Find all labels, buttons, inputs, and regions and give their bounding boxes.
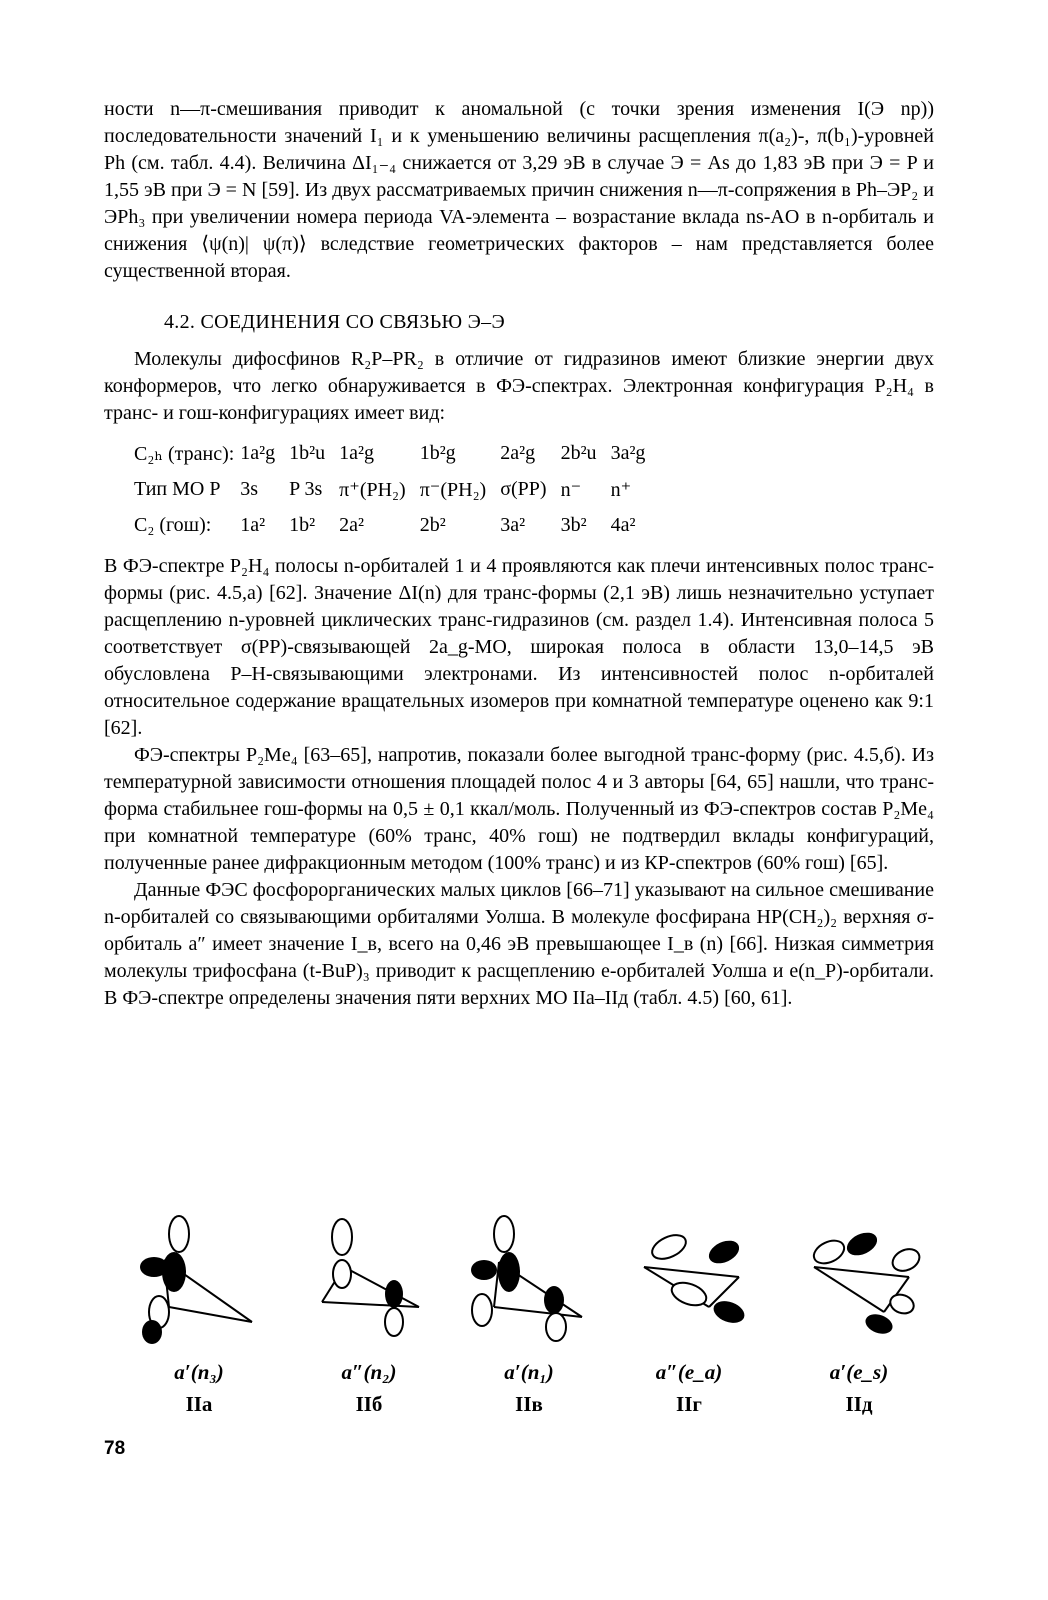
config-cell: 1a²g xyxy=(339,441,375,464)
orbital-drawing xyxy=(294,1212,444,1357)
config-cell: P 3s xyxy=(289,477,323,500)
orbital-drawing xyxy=(614,1212,764,1357)
config-cell: 3a²g xyxy=(610,441,646,464)
config-cell: 3a² xyxy=(500,513,526,536)
config-cell: n⁻ xyxy=(560,478,582,501)
config-cell: π⁻(PH₂) xyxy=(419,478,487,501)
config-cell: 4a² xyxy=(610,513,636,536)
orbital-drawing xyxy=(784,1212,934,1357)
config-cell: 3b² xyxy=(560,513,587,536)
orbital-sublabel: IIа xyxy=(185,1392,213,1416)
text-block-2 xyxy=(104,346,934,427)
config-cell: 1a² xyxy=(240,513,266,536)
config-cell: 2b²u xyxy=(560,441,597,464)
config-cell: C₂ (гош): xyxy=(134,513,212,536)
orbital-diagram-3 xyxy=(454,1212,604,1432)
config-row-gauche xyxy=(104,507,659,543)
config-cell: 2a² xyxy=(339,513,365,536)
config-cell: 1b²g xyxy=(419,441,456,464)
config-cell: π⁺(PH₂) xyxy=(339,478,406,501)
config-cell: 1a²g xyxy=(240,441,276,464)
orbital-diagram-4 xyxy=(614,1212,764,1432)
orbital-sublabel: IIб xyxy=(355,1392,383,1416)
paragraph-4: ФЭ-спектры P₂Me₄ [63–65], напротив, показали более выгодной транс-форму (рис. 4.5,б). Из температурной зависимости отношения площадей полос 4 и 3 авторы [64, 65] нашли, что транс-форма стабильнее гош-формы на 0,5 ± 0,1 ккал/моль. Полученный из ФЭ-спектров состав P₂Me₄ при комнатной температуре (60% транс, 40% гош) не подтвердил вклады конфигураций, полученные ранее дифракционным методом (100% транс) и из КР-спектров (60% гош) [65]. xyxy=(104,744,934,874)
page-number: 78 xyxy=(104,1438,126,1459)
configuration-table xyxy=(104,435,934,543)
config-cell: n⁺ xyxy=(610,478,632,501)
orbital-sublabel: IIд xyxy=(845,1392,873,1416)
orbital-label: a′(n₃) xyxy=(174,1360,224,1384)
config-cell: 2a²g xyxy=(500,441,536,464)
paragraph-3: В ФЭ-спектре P₂H₄ полосы n-орбиталей 1 и 4 проявляются как плечи интенсивных полос транс-формы (рис. 4.5,а) [62]. Значение ΔI(n) для транс-формы (2,1 эВ) лишь незначительно уступает расщеплению n-уровней циклических транс-гидразинов (см. раздел 1.4). Интенсивная полоса 5 соответствует σ(PP)-связывающей 2a_g-MO, широкая полоса в области 13,0–14,5 эВ обусловлена P–H-связывающими электронами. Из интенсивностей полос n-орбиталей относительное содержание вращательных изомеров при комнатной температуре оценено как 9:1 [62]. xyxy=(104,555,934,739)
orbital-figure xyxy=(104,1212,934,1432)
orbital-label: a′(e_s) xyxy=(829,1360,889,1384)
paragraph-1: ности n—π-смешивания приводит к аномальной (с точки зрения изменения I(Э np)) последовательности значений I₁ и к уменьшению величины расщепления π(a₂)-, π(b₁)-уровней Ph (см. табл. 4.4). Величина ΔI₁₋₄ снижается от 3,29 эВ в случае Э = As до 1,83 эВ при Э = P и 1,55 эВ при Э = N [59]. Из двух рассматриваемых причин снижения n—π-сопряжения в Ph–ЭР₂ и ЭPh₃ при увеличении номера периода VA-элемента – возрастание вклада ns-AO в n-орбиталь и снижения ⟨ψ(n)| ψ(π)⟩ вследствие геометрических факторов – нам представляется более существенной вторая. xyxy=(104,98,934,282)
config-cell: 1b² xyxy=(289,513,316,536)
orbital-label: a′(n₁) xyxy=(504,1360,554,1384)
config-cell: 3s xyxy=(240,477,259,500)
config-cell: σ(PP) xyxy=(500,477,547,500)
text-block-3 xyxy=(104,553,934,1012)
paragraph-2: Молекулы дифосфинов R₂P–PR₂ в отличие от гидразинов имеют близкие энергии двух конформеров, что легко обнаруживается в ФЭ-спектрах. Электронная конфигурация P₂H₄ в транс- и гош-конфигурациях имеет вид: xyxy=(104,348,934,424)
config-row-type xyxy=(104,471,659,507)
orbital-drawing xyxy=(124,1212,274,1357)
page-body xyxy=(104,96,934,1012)
orbital-diagram-5 xyxy=(784,1212,934,1432)
text-block xyxy=(104,96,934,285)
paragraph-5: Данные ФЭС фосфорорганических малых циклов [66–71] указывают на сильное смешивание n-орбиталей со связывающими орбиталями Уолша. В молекуле фосфирана HP(CH₂)₂ верхняя σ-орбиталь a″ имеет значение I_в, всего на 0,46 эВ превышающее I_в (n) [66]. Низкая симметрия молекулы трифосфана (t-BuP)₃ приводит к расщеплению e-орбиталей Уолша и e(n_P)-орбитали. В ФЭ-спектре определены значения пяти верхних МО IIа–IIд (табл. 4.5) [60, 61]. xyxy=(104,879,934,1009)
section-heading: 4.2. СОЕДИНЕНИЯ СО СВЯЗЬЮ Э–Э xyxy=(164,311,505,333)
orbital-diagram-1 xyxy=(124,1212,274,1432)
orbital-sublabel: IIг xyxy=(676,1392,702,1416)
orbital-label: a″(e_a) xyxy=(655,1360,723,1384)
orbital-diagram-2 xyxy=(294,1212,444,1432)
orbital-drawing xyxy=(454,1212,604,1357)
config-cell: 2b² xyxy=(419,513,446,536)
config-row-trans xyxy=(104,435,659,471)
orbital-sublabel: IIв xyxy=(515,1392,543,1416)
config-cell: C₂ₕ (транс): xyxy=(134,442,235,465)
orbital-label: a″(n₂) xyxy=(341,1360,397,1384)
config-cell: Тип МО Р xyxy=(134,477,221,500)
config-cell: 1b²u xyxy=(289,441,326,464)
